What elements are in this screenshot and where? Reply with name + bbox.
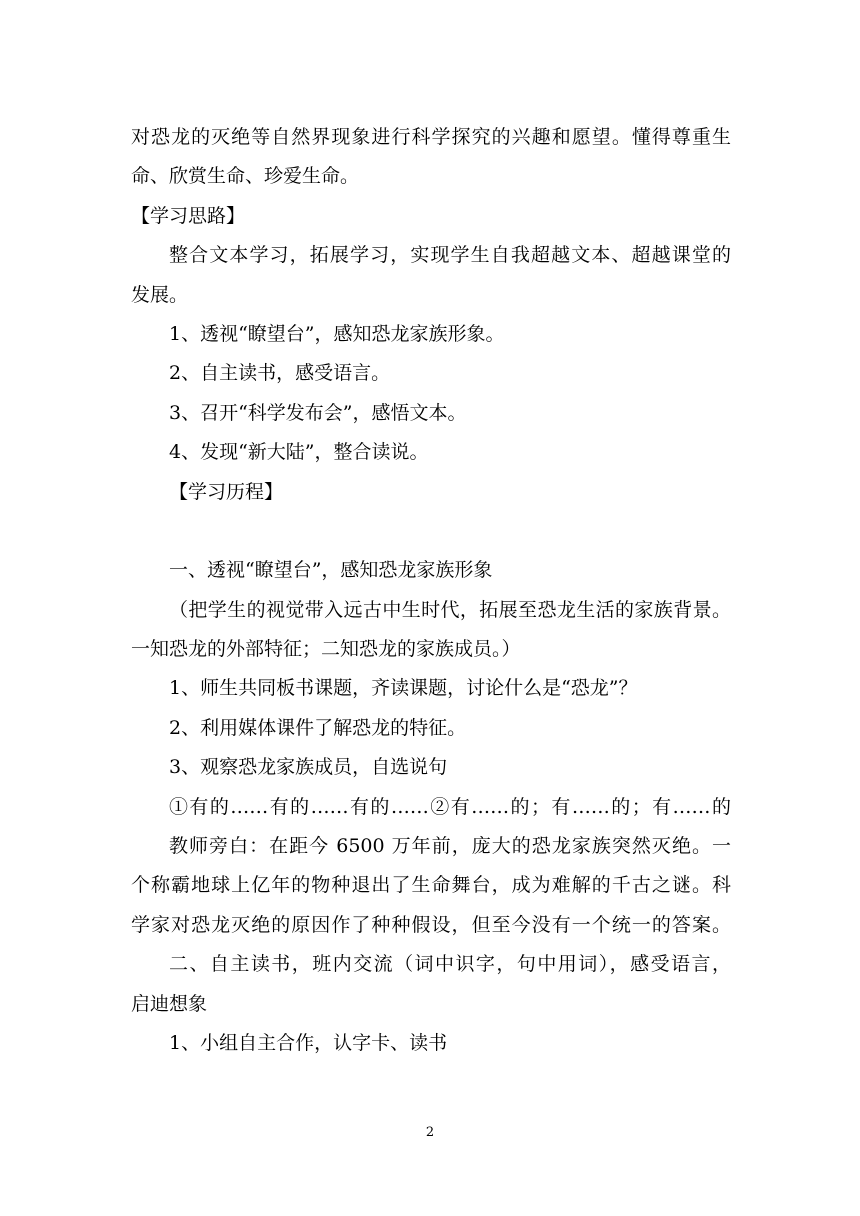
section-heading-learning-approach: 【学习思路】 [131,204,246,227]
body-line: 学家对恐龙灭绝的原因作了种种假设，但至今没有一个统一的答案。 [131,913,731,936]
subsection-heading: 一、透视“瞭望台”，感知恐龙家族形象 [169,559,493,582]
body-line: 一知恐龙的外部特征；二知恐龙的家族成员。） [131,638,521,661]
section-heading-learning-process: 【学习历程】 [169,480,284,503]
list-item: 2、利用媒体课件了解恐龙的特征。 [169,716,467,739]
blank-line [131,512,731,551]
list-item: 4、发现“新大陆”，整合读说。 [169,441,429,464]
body-line: 对恐龙的灭绝等自然界现象进行科学探究的兴趣和愿望。懂得尊重生 [131,126,731,148]
body-line: （把学生的视觉带入远古中生时代，拓展至恐龙生活的家族背景。 [169,598,731,621]
body-line: 命、欣赏生命、珍爱生命。 [131,165,360,188]
body-line: 启迪想象 [131,992,208,1015]
body-line: 个称霸地球上亿年的物种退出了生命舞台，成为难解的千古之谜。科 [131,874,731,897]
list-item: 3、观察恐龙家族成员，自选说句 [169,756,448,779]
list-item: 1、透视“瞭望台”，感知恐龙家族形象。 [169,322,505,345]
sentence-pattern-line: ①有的……有的……有的……②有……的；有……的；有……的 [169,795,731,818]
page-number: 2 [425,1125,435,1140]
body-line: 发展。 [131,283,189,306]
list-item: 1、师生共同板书课题，齐读课题，讨论什么是“恐龙”？ [169,677,638,700]
body-line: 整合文本学习，拓展学习，实现学生自我超越文本、超越课堂的 [169,244,731,267]
subsection-heading: 二、自主读书，班内交流（词中识字，句中用词），感受语言， [169,953,731,976]
list-item: 2、自主读书，感受语言。 [169,362,391,385]
body-line: 教师旁白：在距今 6500 万年前，庞大的恐龙家族突然灭绝。一 [169,835,731,858]
list-item: 3、召开“科学发布会”，感悟文本。 [169,401,467,424]
list-item: 1、小组自主合作，认字卡、读书 [169,1031,448,1054]
document-body [131,118,731,1063]
